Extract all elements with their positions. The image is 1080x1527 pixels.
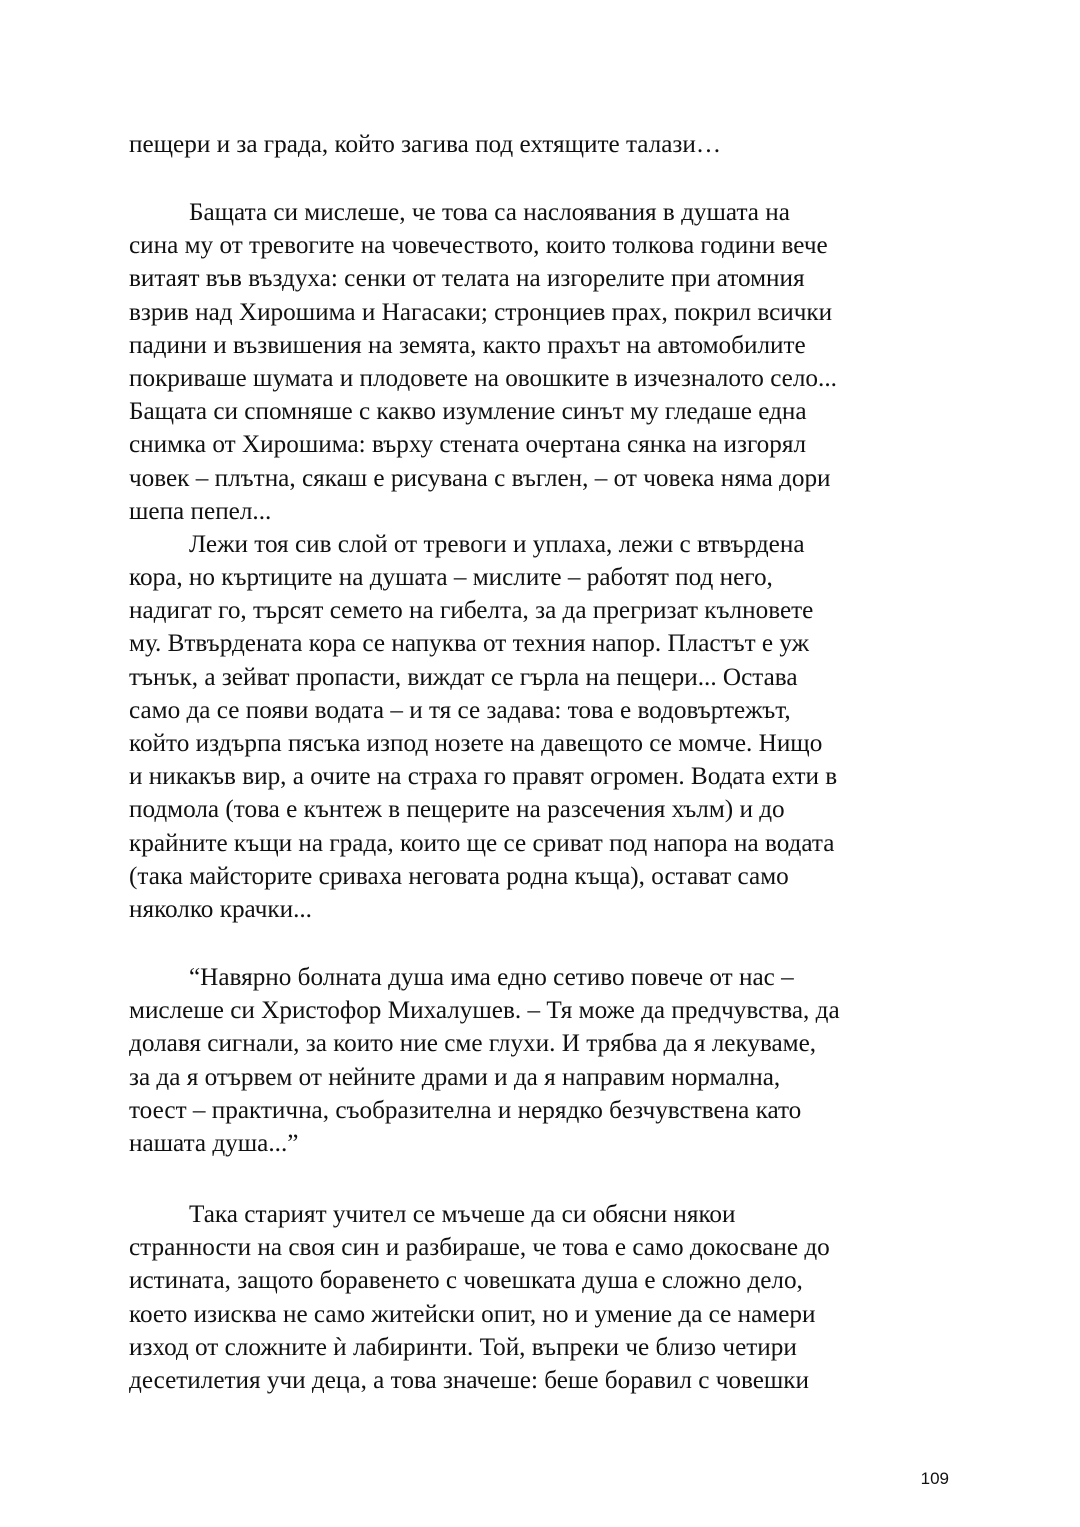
text-line: подмола (това е кънтеж в пещерите на разсечения хълм) и до: [129, 796, 785, 824]
text-line: падини и възвишения на земята, както прахът на автомобилите: [129, 331, 806, 359]
text-line: който издърпа пясъка изпод нозете на давещото се момче. Нищо: [129, 730, 823, 757]
text-line: надигат го, търсят семето на гибелта, за да прегризат кълновете: [129, 597, 814, 625]
text-block-1: [129, 128, 959, 161]
text-line: крайните къщи на града, които ще се сриват под напора на водата: [129, 829, 835, 857]
text-line: само да се появи водата – и тя се задава: това е водовъртежът,: [129, 696, 791, 724]
text-line: покриваше шумата и плодовете на овошките в изчезналото село...: [129, 364, 837, 392]
text-line: изход от сложните ѝ лабиринти. Той, въпреки че близо четири: [129, 1333, 797, 1361]
text-line: човек – плътна, сякаш е рисувана с въглен, – от човека няма дори: [129, 464, 831, 492]
page-number: 109: [920, 1469, 949, 1488]
text-block-2: [129, 196, 959, 926]
text-line: странности на своя син и разбираше, че това е само докосване до: [129, 1234, 830, 1262]
text-line: взрив над Хирошима и Нагасаки; стронциев прах, покрил всички: [129, 298, 833, 326]
text-line: Бащата си спомняше с какво изумление синът му гледаше една: [129, 398, 807, 426]
text-line: снимка от Хирошима: върху стената очертана сянка на изгорял: [129, 431, 807, 459]
text-line: кора, но къртиците на душата – мислите – работят под него,: [129, 564, 773, 592]
text-line: истината, защото боравенето с човешката душа е сложно дело,: [129, 1267, 803, 1295]
text-line: и никакъв вир, а очите на страха го правят огромен. Водата ехти в: [129, 763, 838, 791]
text-line: Лежи тоя сив слой от тревоги и уплаха, лежи с втвърдена: [189, 530, 805, 558]
text-line: Бащата си мислеше, че това са наслоявания в душата на: [189, 199, 790, 226]
text-line: витаят във въздуха: сенки от телата на изгорелите при атомния: [129, 265, 805, 293]
text-line: Така старият учител се мъчеше да си обясни някои: [189, 1201, 736, 1228]
text-line: което изисква не само житейски опит, но и умение да се намери: [129, 1300, 816, 1328]
text-line: за да я отървем от нейните драми и да я направим нормална,: [129, 1063, 781, 1091]
text-line: (така майсторите сриваха неговата родна къща), остават само: [129, 862, 789, 890]
text-line: “Навярно болната душа има едно сетиво повече от нас –: [189, 964, 794, 991]
text-line: пещери и за града, който загива под ехтящите талази…: [129, 131, 722, 158]
text-line: шепа пепел...: [129, 497, 272, 525]
text-line: долавя сигнали, за които ние сме глухи. И трябва да я лекуваме,: [129, 1030, 817, 1058]
text-block-4: [129, 1198, 959, 1397]
text-line: десетилетия учи деца, а това значеше: беше боравил с човешки: [129, 1366, 810, 1394]
text-line: сина му от тревогите на човечеството, които толкова години вече: [129, 232, 828, 260]
text-block-3: [129, 961, 959, 1160]
text-line: няколко крачки...: [129, 895, 312, 923]
text-line: му. Втвърдената кора се напуква от техния напор. Пластът е уж: [129, 630, 810, 658]
text-line: тоест – практична, съобразителна и нерядко безчувствена като: [129, 1096, 802, 1124]
text-line: нашата душа...”: [129, 1129, 299, 1157]
text-line: мислеше си Христофор Михалушев. – Тя може да предчувства, да: [129, 997, 840, 1025]
text-line: тънък, а зейват пропасти, виждат се гърла на пещери... Остава: [129, 663, 798, 691]
